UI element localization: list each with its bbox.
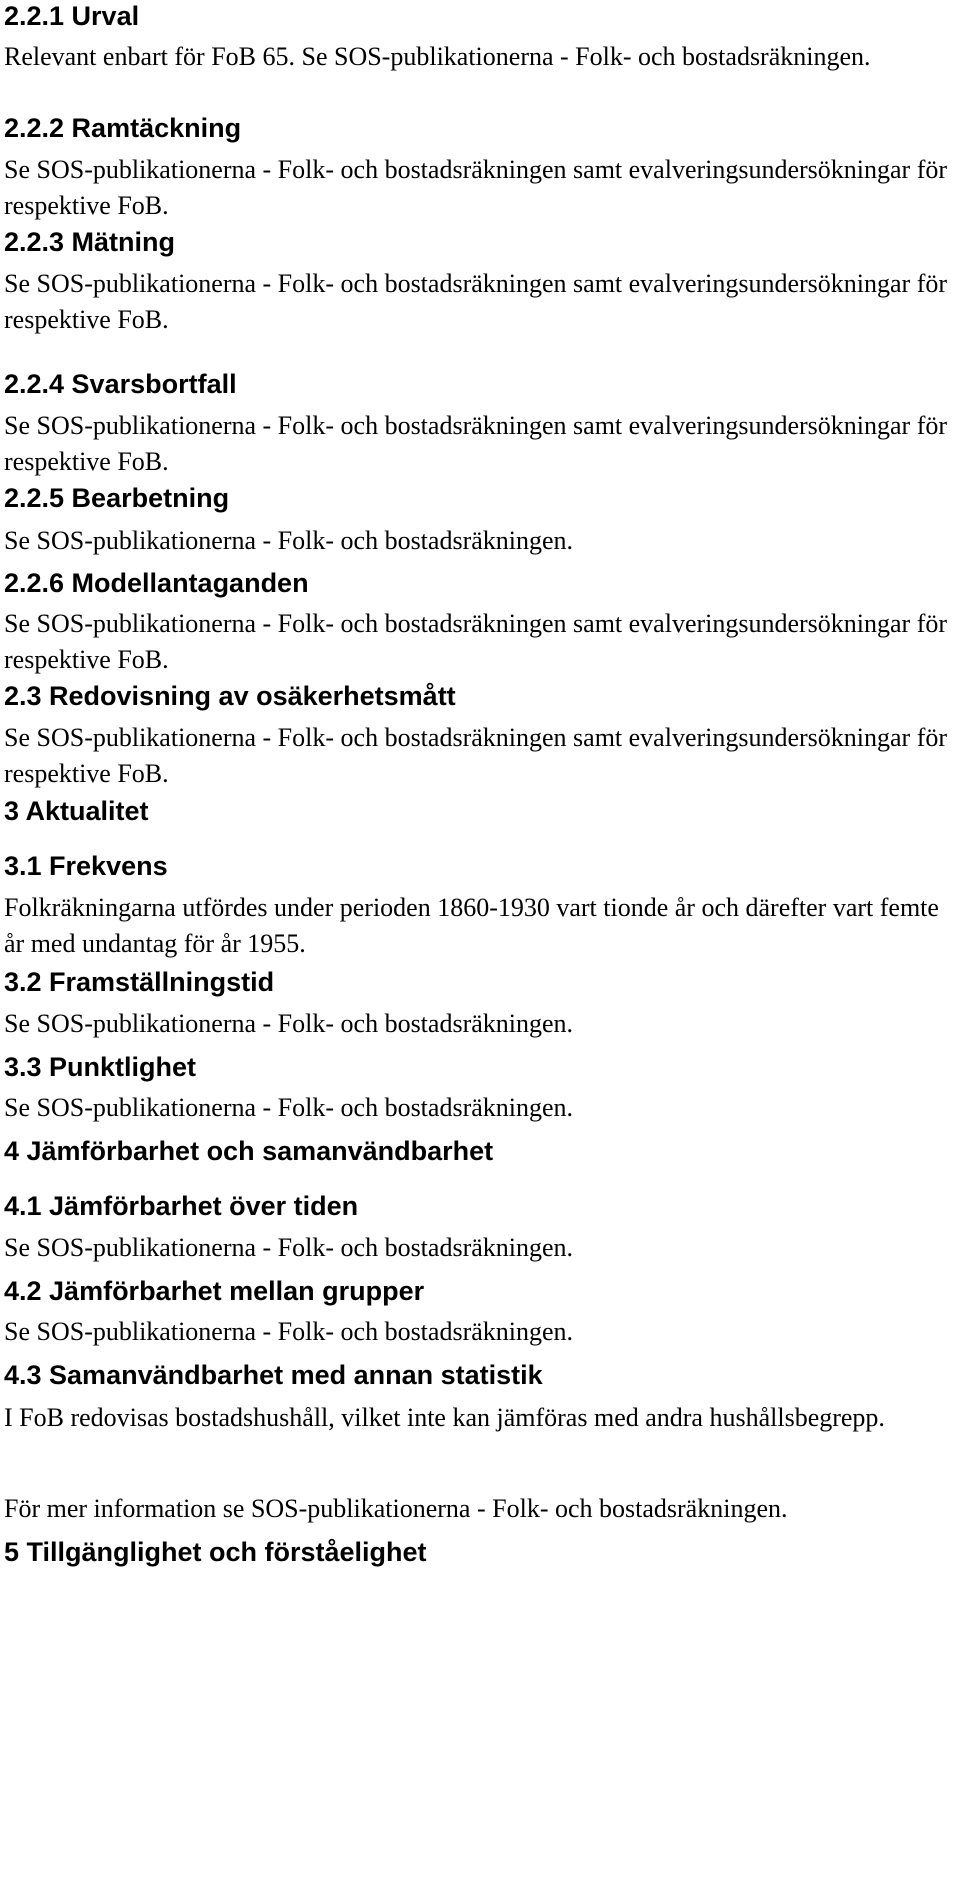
heading-3-1-frekvens: 3.1 Frekvens (4, 851, 168, 881)
heading-2-2-4-svarsbortfall: 2.2.4 Svarsbortfall (4, 369, 237, 399)
heading-4-3-samanvandbarhet: 4.3 Samanvändbarhet med annan statistik (4, 1360, 543, 1390)
heading-4-1-over-tiden: 4.1 Jämförbarhet över tiden (4, 1191, 359, 1221)
paragraph-4-1: Se SOS-publikationerna - Folk- och bostadsräkningen. (4, 1233, 574, 1262)
heading-3-aktualitet: 3 Aktualitet (4, 796, 149, 826)
heading-2-2-2-ramtackning: 2.2.2 Ramtäckning (4, 113, 242, 143)
paragraph-2-2-2: Se SOS-publikationerna - Folk- och bostadsräkningen samt evalveringsundersökningar för respektive FoB. (4, 155, 948, 220)
heading-2-2-5-bearbetning: 2.2.5 Bearbetning (4, 483, 230, 513)
heading-3-3-punktlighet: 3.3 Punktlighet (4, 1052, 197, 1082)
heading-4-2-mellan-grupper: 4.2 Jämförbarhet mellan grupper (4, 1276, 425, 1306)
heading-2-2-6-modellantaganden: 2.2.6 Modellantaganden (4, 568, 309, 598)
paragraph-2-2-3: Se SOS-publikationerna - Folk- och bostadsräkningen samt evalveringsundersökningar för respektive FoB. (4, 269, 948, 334)
paragraph-2-2-4: Se SOS-publikationerna - Folk- och bostadsräkningen samt evalveringsundersökningar för respektive FoB. (4, 411, 948, 476)
paragraph-2-3: Se SOS-publikationerna - Folk- och bostadsräkningen samt evalveringsundersökningar för respektive FoB. (4, 723, 948, 788)
heading-3-2-framstallningstid: 3.2 Framställningstid (4, 967, 275, 997)
heading-4-jamforbarhet: 4 Jämförbarhet och samanvändbarhet (4, 1136, 494, 1166)
paragraph-2-2-6: Se SOS-publikationerna - Folk- och bostadsräkningen samt evalveringsundersökningar för respektive FoB. (4, 609, 948, 674)
paragraph-2-2-1: Relevant enbart för FoB 65. Se SOS-publikationerna - Folk- och bostadsräkningen. (4, 42, 871, 71)
heading-2-3-redovisning: 2.3 Redovisning av osäkerhetsmått (4, 681, 456, 711)
heading-5-tillganglighet: 5 Tillgänglighet och förståelighet (4, 1537, 427, 1567)
paragraph-4-2: Se SOS-publikationerna - Folk- och bostadsräkningen. (4, 1317, 574, 1346)
paragraph-3-3: Se SOS-publikationerna - Folk- och bostadsräkningen. (4, 1093, 574, 1122)
heading-2-2-3-matning: 2.2.3 Mätning (4, 227, 176, 257)
paragraph-3-2: Se SOS-publikationerna - Folk- och bostadsräkningen. (4, 1009, 574, 1038)
heading-2-2-1-urval: 2.2.1 Urval (4, 1, 140, 31)
paragraph-4-3-b: För mer information se SOS-publikationerna - Folk- och bostadsräkningen. (4, 1494, 788, 1523)
paragraph-4-3-a: I FoB redovisas bostadshushåll, vilket inte kan jämföras med andra hushållsbegrepp. (4, 1403, 885, 1432)
paragraph-2-2-5: Se SOS-publikationerna - Folk- och bostadsräkningen. (4, 526, 574, 555)
paragraph-3-1: Folkräkningarna utfördes under perioden 1860-1930 vart tionde år och därefter vart femte år med undantag för år 1955. (4, 893, 939, 958)
